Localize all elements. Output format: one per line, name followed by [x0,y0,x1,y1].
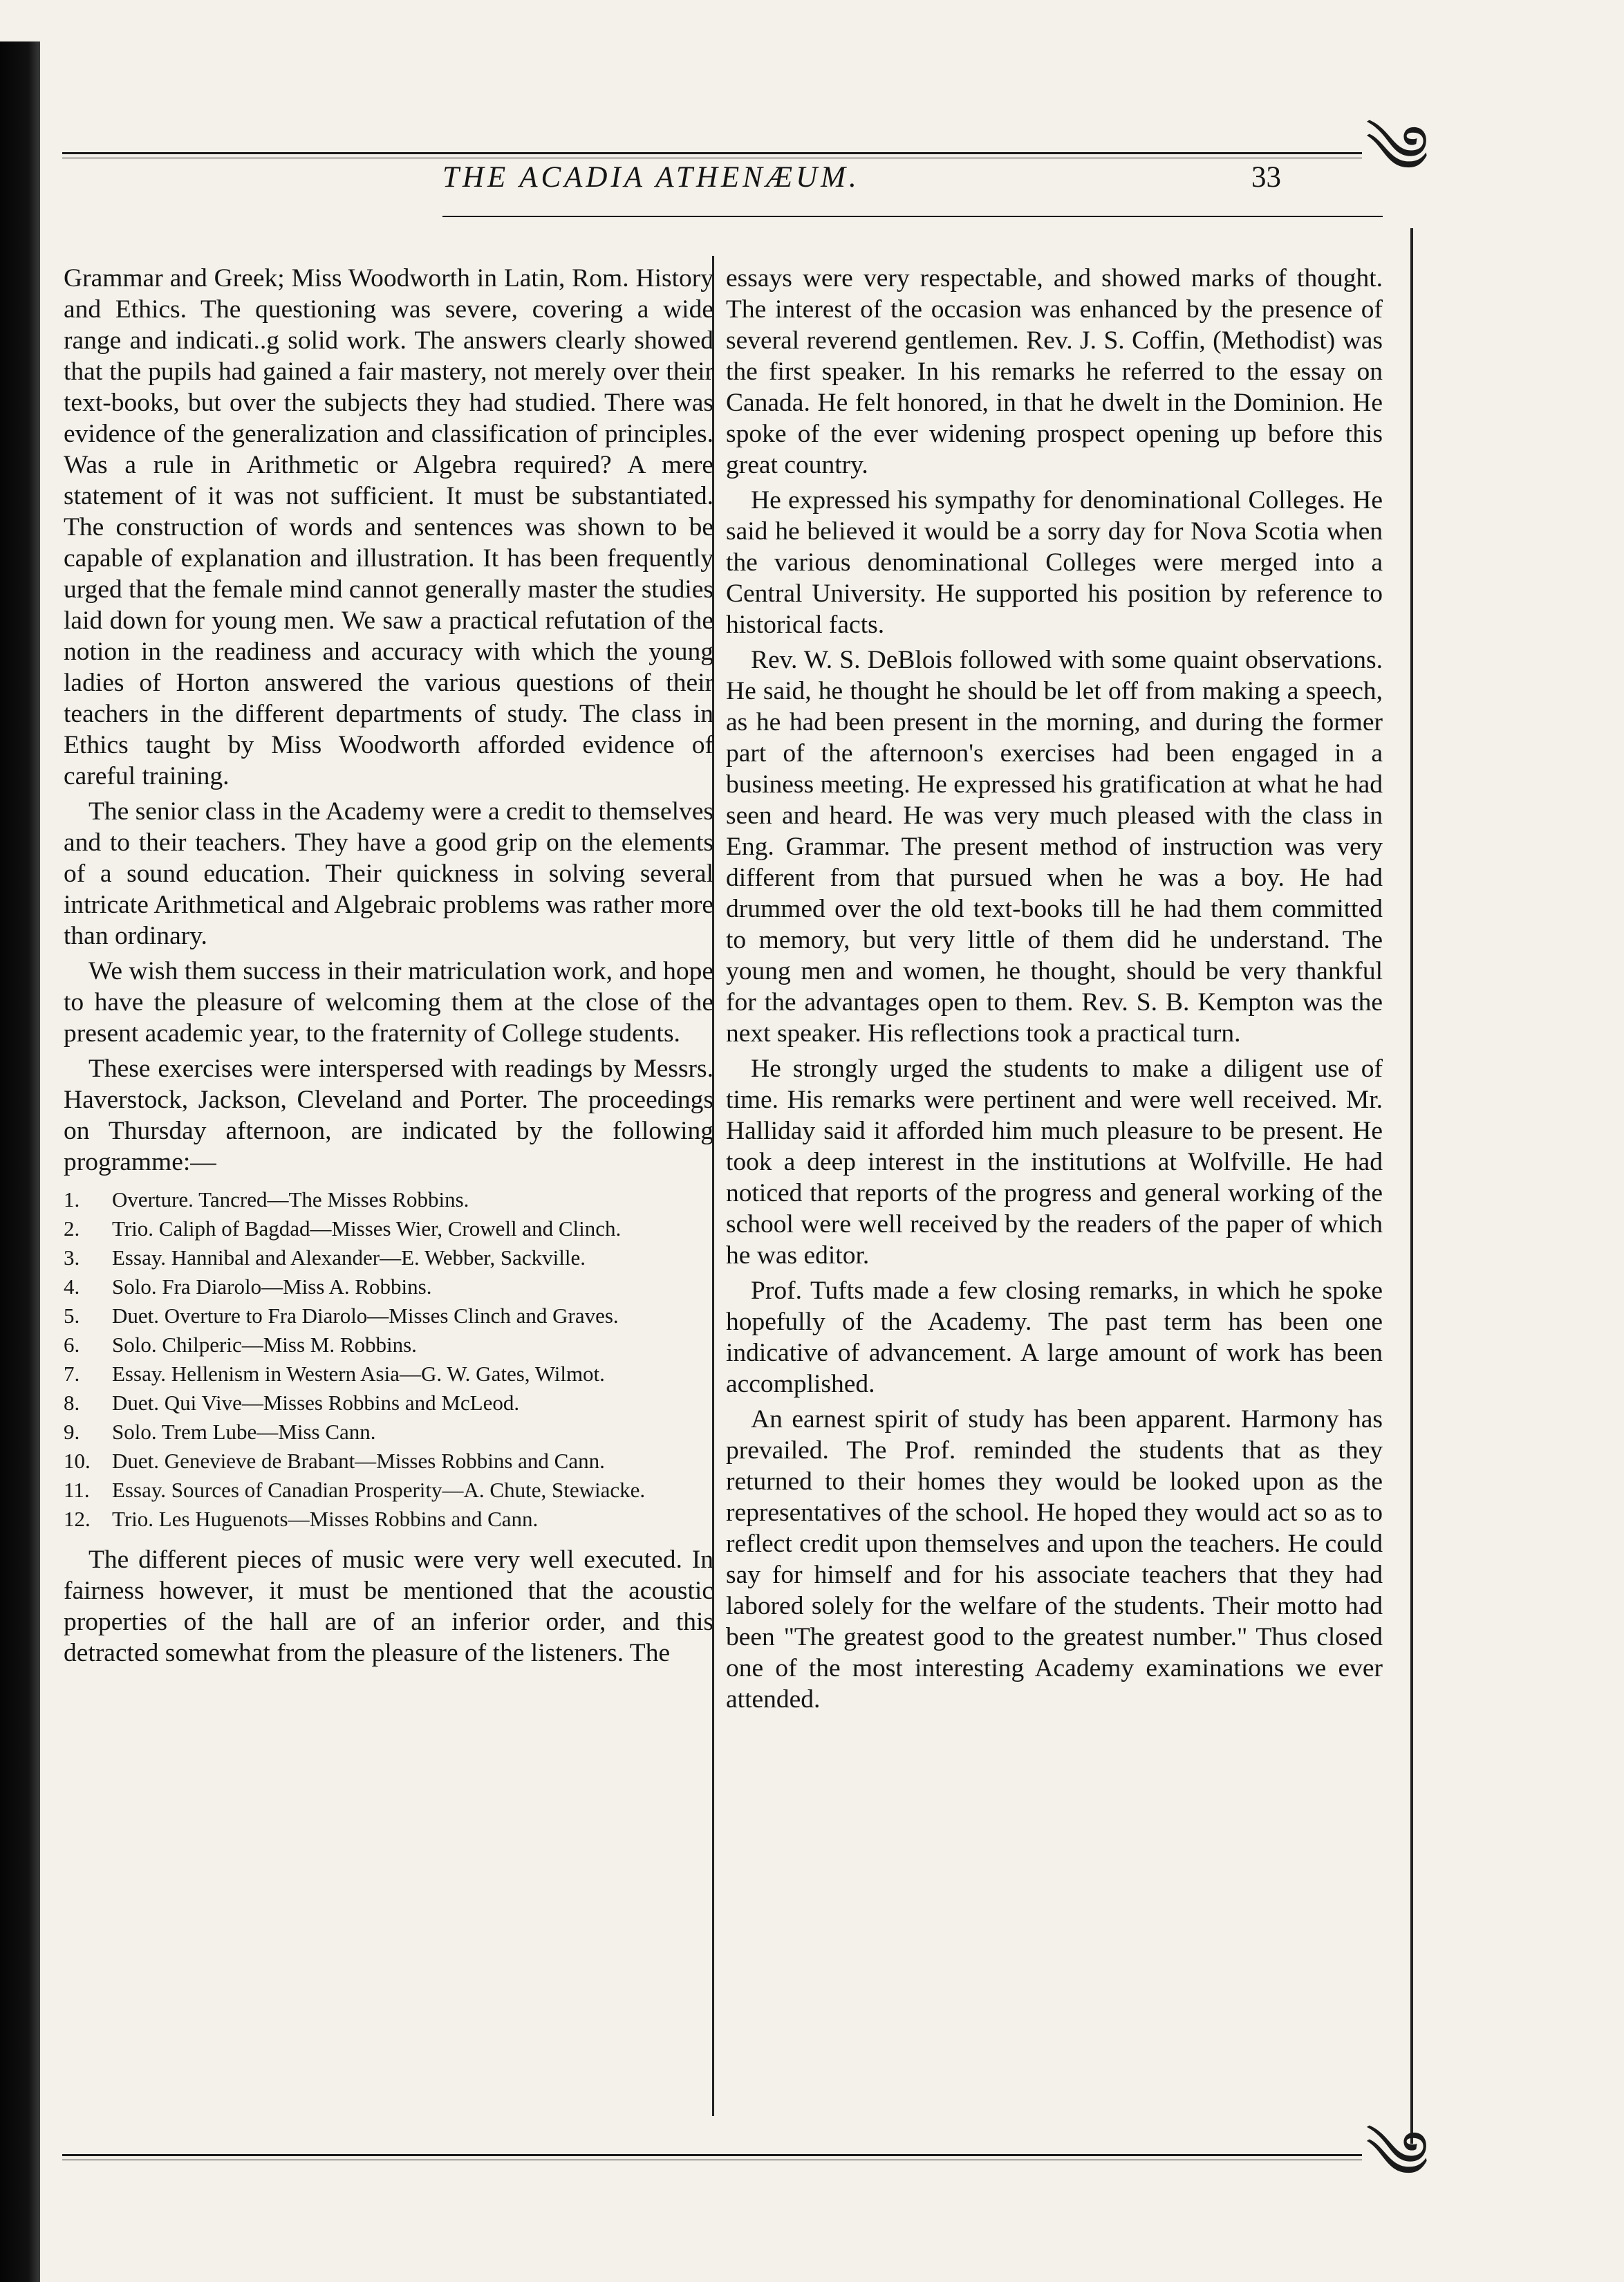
programme-item: 3. Essay. Hannibal and Alexander—E. Webber, Sackville. [64,1245,586,1270]
programme-item: 9. Solo. Trem Lube—Miss Cann. [64,1420,376,1444]
programme-item: 12. Trio. Les Huguenots—Misses Robbins and Cann. [64,1507,539,1531]
right-paragraph-1: essays were very respectable, and showed marks of thought. The interest of the occasion was enhanced by the presence of several reverend gentlemen. Rev. J. S. Coffin, (Methodist) was the first speaker. In his remarks he referred to the essay on Canada. He felt honored, in that he dwelt in the Dominion. He spoke of the ever widening prospect opening up before this great country. [726,264,1383,479]
left-paragraph-1: Grammar and Greek; Miss Woodworth in Latin, Rom. History and Ethics. The questioning was severe, covering a wide range and indicati..g solid work. The answers clearly showed that the pupils had gained a fair mastery, not merely over their text-books, but over the subjects they had studied. There was evidence of the generalization and classification of principles. Was a rule in Arithmetic or Algebra required? A mere statement of it was not sufficient. It must be substantiated. The construction of words and sentences was shown to be capable of explanation and illustration. It has been frequently urged that the female mind cannot generally master the studies laid down for young men. We saw a practical refutation of the notion in the readiness and accuracy with which the young ladies of Horton answered the various questions of their teachers in the different departments of study. The class in Ethics taught by Miss Woodworth afforded evidence of careful training. [64,264,713,790]
running-header [442,160,1281,209]
programme-item: 8. Duet. Qui Vive—Misses Robbins and McLeod. [64,1391,520,1415]
programme-item: 11. Essay. Sources of Canadian Prosperity—A. Chute, Stewiacke. [64,1478,646,1502]
header-rule [442,216,1383,217]
right-column [726,263,1383,2130]
right-border-rule [1410,228,1413,2144]
left-column [64,263,713,2130]
programme-item: 2. Trio. Caliph of Bagdad—Misses Wier, Crowell and Clinch. [64,1216,622,1241]
programme-item: 5. Duet. Overture to Fra Diarolo—Misses Clinch and Graves. [64,1304,619,1328]
left-paragraph-4: These exercises were interspersed with readings by Messrs. Haverstock, Jackson, Cleveland and Porter. The proceedings on Thursday afternoon, are indicated by the following programme:— [64,1055,713,1176]
top-rule [62,152,1362,154]
left-paragraph-5: The different pieces of music were very well executed. In fairness however, it must be mentioned that the acoustic properties of the hall are of an inferior order, and this detracted somewhat from the pleasure of the listeners. The [64,1546,713,1667]
right-paragraph-5: Prof. Tufts made a few closing remarks, in which he spoke hopefully of the Academy. The past term has been one indicative of advancement. A large amount of work has been accomplished. [726,1277,1383,1398]
programme-item: 10. Duet. Genevieve de Brabant—Misses Robbins and Cann. [64,1449,605,1473]
programme-list [64,1187,713,1532]
right-paragraph-3: Rev. W. S. DeBlois followed with some quaint observations. He said, he thought he should be let off from making a speech, as he had been present in the morning, and during the former part of the afternoon's exercises had been engaged in a business meeting. He expressed his gratification at what he had seen and heard. He was very much pleased with the class in Eng. Grammar. The present method of instruction was very different from that pursued when he was a boy. He had drummed over the old text-books till he had them committed to memory, but very little of them did he understand. The young men and women, he thought, should be very thankful for the advantages open to them. Rev. S. B. Kempton was the next speaker. His reflections took a practical turn. [726,646,1383,1048]
right-paragraph-2: He expressed his sympathy for denominational Colleges. He said he believed it would be a sorry day for Nova Scotia when the various denominational Colleges were merged into a Central University. He supported his position by reference to historical facts. [726,486,1383,639]
programme-item: 1. Overture. Tancred—The Misses Robbins. [64,1187,469,1212]
left-paragraph-3: We wish them success in their matriculation work, and hope to have the pleasure of welcoming them at the close of the present academic year, to the fraternity of College students. [64,957,713,1048]
right-paragraph-6: An earnest spirit of study has been apparent. Harmony has prevailed. The Prof. reminded the students that as they returned to their homes they would be looked upon as the representatives of the school. He hoped they would act so as to reflect credit upon themselves and upon the teachers. He could say for himself and for his associate teachers that they had labored solely for the welfare of the students. Their motto had been "The greatest good to the greatest number." Thus closed one of the most interesting Academy examinations we ever attended. [726,1405,1383,1714]
page-number: 33 [1251,161,1281,194]
programme-item: 7. Essay. Hellenism in Western Asia—G. W. Gates, Wilmot. [64,1362,605,1386]
programme-item: 6. Solo. Chilperic—Miss M. Robbins. [64,1333,417,1357]
running-head-title: THE ACADIA ATHENÆUM. [442,161,860,194]
left-paragraph-2: The senior class in the Academy were a credit to themselves and to their teachers. They have a good grip on the elements of a sound education. Their quickness in solving several intricate Arithmetical and Algebraic problems was rather more than ordinary. [64,797,713,950]
bottom-rule [62,2154,1362,2156]
bottom-ornament-icon: ༄ [1365,2119,1429,2193]
programme-item: 4. Solo. Fra Diarolo—Miss A. Robbins. [64,1274,432,1299]
binding-edge [0,41,40,2282]
top-ornament-icon: ༄ [1365,113,1429,187]
right-paragraph-4: He strongly urged the students to make a diligent use of time. His remarks were pertinent and were well received. Mr. Halliday said it afforded him much pleasure to be present. He took a deep interest in the institutions at Wolfville. He had noticed that reports of the progress and general working of the school were well received by the readers of the paper of which he was editor. [726,1055,1383,1270]
